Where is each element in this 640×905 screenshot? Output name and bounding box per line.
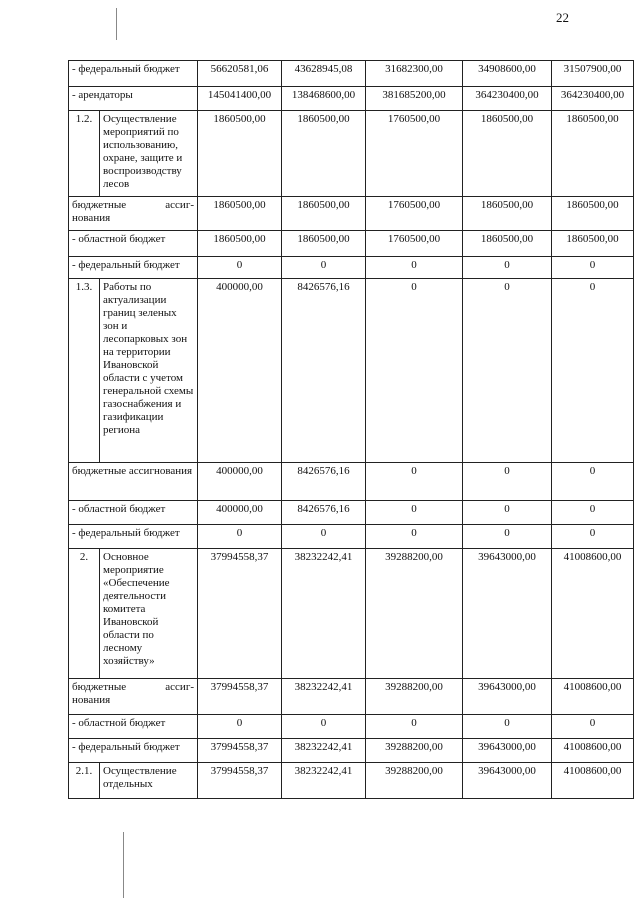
year-value-5: 0 <box>552 501 634 525</box>
year-value-3: 1760500,00 <box>366 231 463 257</box>
year-value-3: 39288200,00 <box>366 739 463 763</box>
row-label: - федеральный бюджет <box>69 525 198 549</box>
row-label: - федеральный бюджет <box>69 61 198 87</box>
year-value-5: 0 <box>552 257 634 279</box>
year-value-3: 31682300,00 <box>366 61 463 87</box>
row-label: бюджетные ассигнования <box>69 463 198 501</box>
year-value-1: 0 <box>198 257 282 279</box>
year-value-5: 0 <box>552 463 634 501</box>
year-value-3: 39288200,00 <box>366 679 463 715</box>
budget-source-row <box>69 715 634 739</box>
year-value-2: 8426576,16 <box>282 463 366 501</box>
year-value-3: 0 <box>366 279 463 463</box>
year-value-4: 39643000,00 <box>463 763 552 799</box>
year-value-4: 0 <box>463 525 552 549</box>
year-value-5: 364230400,00 <box>552 87 634 111</box>
page-number: 22 <box>556 10 569 25</box>
year-value-4: 1860500,00 <box>463 111 552 197</box>
year-value-4: 39643000,00 <box>463 549 552 679</box>
item-title: Работы по актуализации границ зеленых зон и лесопарковых зон на территории Ивановской области с учетом генеральной схемы газоснабжения и газификации региона <box>100 279 198 463</box>
row-label: бюджетные ассиг-нования <box>69 679 198 715</box>
year-value-3: 0 <box>366 715 463 739</box>
year-value-4: 364230400,00 <box>463 87 552 111</box>
budget-source-row <box>69 679 634 715</box>
year-value-4: 1860500,00 <box>463 231 552 257</box>
year-value-3: 1760500,00 <box>366 197 463 231</box>
year-value-2: 38232242,41 <box>282 549 366 679</box>
year-value-2: 38232242,41 <box>282 763 366 799</box>
year-value-2: 0 <box>282 257 366 279</box>
year-value-2: 8426576,16 <box>282 279 366 463</box>
year-value-1: 37994558,37 <box>198 549 282 679</box>
year-value-2: 43628945,08 <box>282 61 366 87</box>
year-value-1: 400000,00 <box>198 501 282 525</box>
year-value-1: 400000,00 <box>198 463 282 501</box>
row-label: бюджетные ассиг-нования <box>69 197 198 231</box>
year-value-4: 0 <box>463 715 552 739</box>
item-row <box>69 549 634 679</box>
budget-source-row <box>69 231 634 257</box>
row-label: - областной бюджет <box>69 715 198 739</box>
year-value-3: 0 <box>366 501 463 525</box>
year-value-1: 400000,00 <box>198 279 282 463</box>
row-label: - арендаторы <box>69 87 198 111</box>
year-value-3: 39288200,00 <box>366 549 463 679</box>
year-value-2: 138468600,00 <box>282 87 366 111</box>
year-value-2: 0 <box>282 715 366 739</box>
year-value-2: 1860500,00 <box>282 231 366 257</box>
budget-table <box>68 60 634 799</box>
budget-source-row <box>69 501 634 525</box>
item-row <box>69 279 634 463</box>
year-value-1: 1860500,00 <box>198 197 282 231</box>
budget-source-row <box>69 257 634 279</box>
item-row <box>69 763 634 799</box>
item-title: Основное мероприятие «Обеспечение деятельности комитета Ивановской области по лесному хозяйству» <box>100 549 198 679</box>
year-value-2: 1860500,00 <box>282 197 366 231</box>
year-value-4: 0 <box>463 257 552 279</box>
year-value-1: 37994558,37 <box>198 679 282 715</box>
year-value-3: 381685200,00 <box>366 87 463 111</box>
year-value-5: 1860500,00 <box>552 111 634 197</box>
year-value-1: 56620581,06 <box>198 61 282 87</box>
scan-mark-bottom <box>123 832 124 898</box>
year-value-1: 145041400,00 <box>198 87 282 111</box>
year-value-5: 1860500,00 <box>552 231 634 257</box>
item-title: Осуществление отдельных <box>100 763 198 799</box>
year-value-3: 1760500,00 <box>366 111 463 197</box>
budget-source-row <box>69 463 634 501</box>
year-value-1: 37994558,37 <box>198 763 282 799</box>
year-value-2: 38232242,41 <box>282 739 366 763</box>
year-value-1: 0 <box>198 525 282 549</box>
year-value-4: 39643000,00 <box>463 679 552 715</box>
year-value-1: 0 <box>198 715 282 739</box>
year-value-3: 0 <box>366 463 463 501</box>
item-code: 2. <box>69 549 100 679</box>
year-value-4: 0 <box>463 463 552 501</box>
item-code: 1.3. <box>69 279 100 463</box>
year-value-2: 8426576,16 <box>282 501 366 525</box>
row-label: - федеральный бюджет <box>69 257 198 279</box>
year-value-5: 31507900,00 <box>552 61 634 87</box>
year-value-5: 41008600,00 <box>552 763 634 799</box>
year-value-2: 0 <box>282 525 366 549</box>
year-value-5: 41008600,00 <box>552 739 634 763</box>
row-label: - федеральный бюджет <box>69 739 198 763</box>
budget-source-row <box>69 87 634 111</box>
row-label: - областной бюджет <box>69 501 198 525</box>
year-value-5: 0 <box>552 525 634 549</box>
year-value-4: 0 <box>463 279 552 463</box>
row-label: - областной бюджет <box>69 231 198 257</box>
year-value-4: 1860500,00 <box>463 197 552 231</box>
year-value-1: 1860500,00 <box>198 111 282 197</box>
year-value-5: 41008600,00 <box>552 549 634 679</box>
item-title: Осуществление мероприятий по использованию, охране, защите и воспроизводству лесов <box>100 111 198 197</box>
year-value-5: 1860500,00 <box>552 197 634 231</box>
year-value-3: 0 <box>366 257 463 279</box>
budget-source-row <box>69 197 634 231</box>
year-value-1: 1860500,00 <box>198 231 282 257</box>
item-code: 1.2. <box>69 111 100 197</box>
year-value-2: 1860500,00 <box>282 111 366 197</box>
year-value-5: 0 <box>552 279 634 463</box>
year-value-4: 34908600,00 <box>463 61 552 87</box>
year-value-4: 0 <box>463 501 552 525</box>
year-value-1: 37994558,37 <box>198 739 282 763</box>
budget-source-row <box>69 61 634 87</box>
item-code: 2.1. <box>69 763 100 799</box>
year-value-3: 0 <box>366 525 463 549</box>
year-value-2: 38232242,41 <box>282 679 366 715</box>
year-value-5: 0 <box>552 715 634 739</box>
budget-source-row <box>69 525 634 549</box>
item-row <box>69 111 634 197</box>
year-value-5: 41008600,00 <box>552 679 634 715</box>
scan-mark-top <box>116 8 117 40</box>
year-value-3: 39288200,00 <box>366 763 463 799</box>
year-value-4: 39643000,00 <box>463 739 552 763</box>
budget-source-row <box>69 739 634 763</box>
